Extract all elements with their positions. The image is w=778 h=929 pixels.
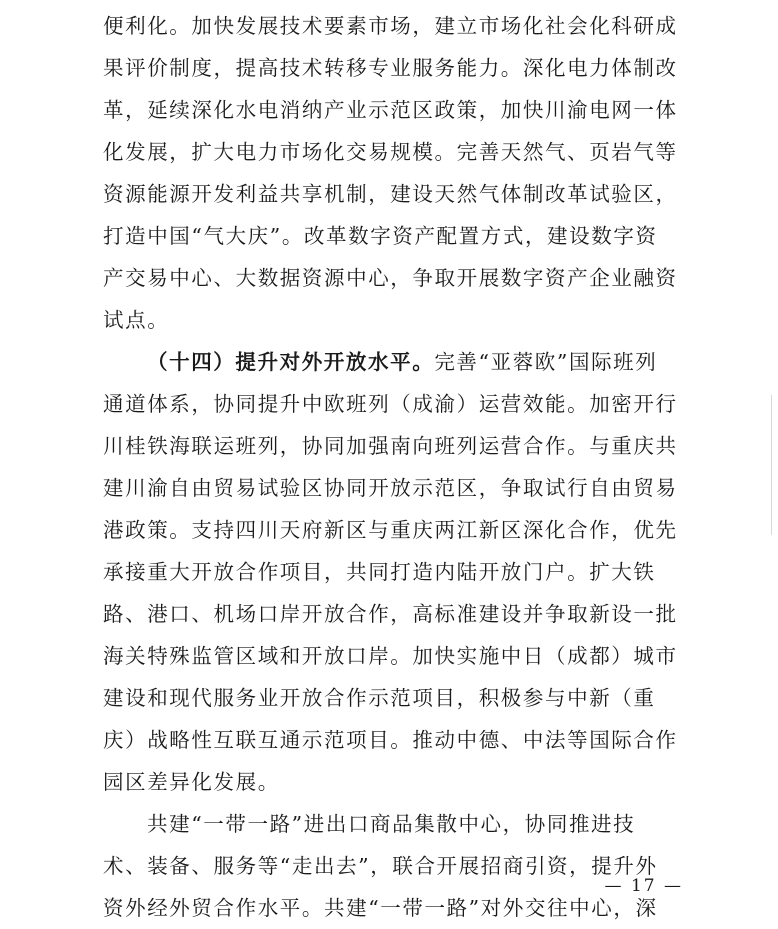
- text-line: 通道体系，协同提升中欧班列（成渝）运营效能。加密开行: [103, 392, 678, 416]
- text-line: 化发展，扩大电力市场化交易规模。完善天然气、页岩气等: [103, 140, 678, 164]
- body-text: [103, 5, 693, 929]
- text-line: 术、装备、服务等“走出去”，联合开展招商引资，提升外: [103, 854, 658, 878]
- text-line: 建设和现代服务业开放合作示范项目，积极参与中新（重: [103, 686, 656, 710]
- section-heading-rest: 完善“亚蓉欧”国际班列: [434, 350, 658, 374]
- text-line: 果评价制度，提高技术转移专业服务能力。深化电力体制改: [103, 56, 678, 80]
- text-line: 川桂铁海联运班列，协同加强南向班列运营合作。与重庆共: [103, 434, 678, 458]
- text-line: 建川渝自由贸易试验区协同开放示范区，争取试行自由贸易: [103, 476, 678, 500]
- text-line: 便利化。加快发展技术要素市场，建立市场化社会化科研成: [103, 14, 678, 38]
- text-line: 路、港口、机场口岸开放合作，高标准建设并争取新设一批: [103, 602, 678, 626]
- text-line: 资外经外贸合作水平。共建“一带一路”对外交往中心，深: [103, 896, 658, 920]
- text-line: 园区差异化发展。: [103, 770, 280, 794]
- text-line: 庆）战略性互联互通示范项目。推动中德、中法等国际合作: [103, 728, 678, 752]
- text-line: 港政策。支持四川天府新区与重庆两江新区深化合作，优先: [103, 518, 678, 542]
- text-line: 试点。: [103, 308, 170, 332]
- page-number: — 17 —: [604, 876, 683, 896]
- text-line: 承接重大开放合作项目，共同打造内陆开放门户。扩大铁: [103, 560, 656, 584]
- section-heading: （十四）提升对外开放水平。: [147, 350, 435, 374]
- paragraph-first-line: 共建“一带一路”进出口商品集散中心，协同推进技: [147, 812, 636, 836]
- text-line: 产交易中心、大数据资源中心，争取开展数字资产企业融资: [103, 266, 678, 290]
- scan-edge-mark: [771, 395, 772, 535]
- text-line: 革，延续深化水电消纳产业示范区政策，加快川渝电网一体: [103, 98, 678, 122]
- section-heading-line: [103, 341, 693, 383]
- text-line: 资源能源开发利益共享机制，建设天然气体制改革试验区，: [103, 182, 678, 206]
- text-line: 海关特殊监管区域和开放口岸。加快实施中日（成都）城市: [103, 644, 678, 668]
- text-line: 打造中国“气大庆”。改革数字资产配置方式，建设数字资: [103, 224, 658, 248]
